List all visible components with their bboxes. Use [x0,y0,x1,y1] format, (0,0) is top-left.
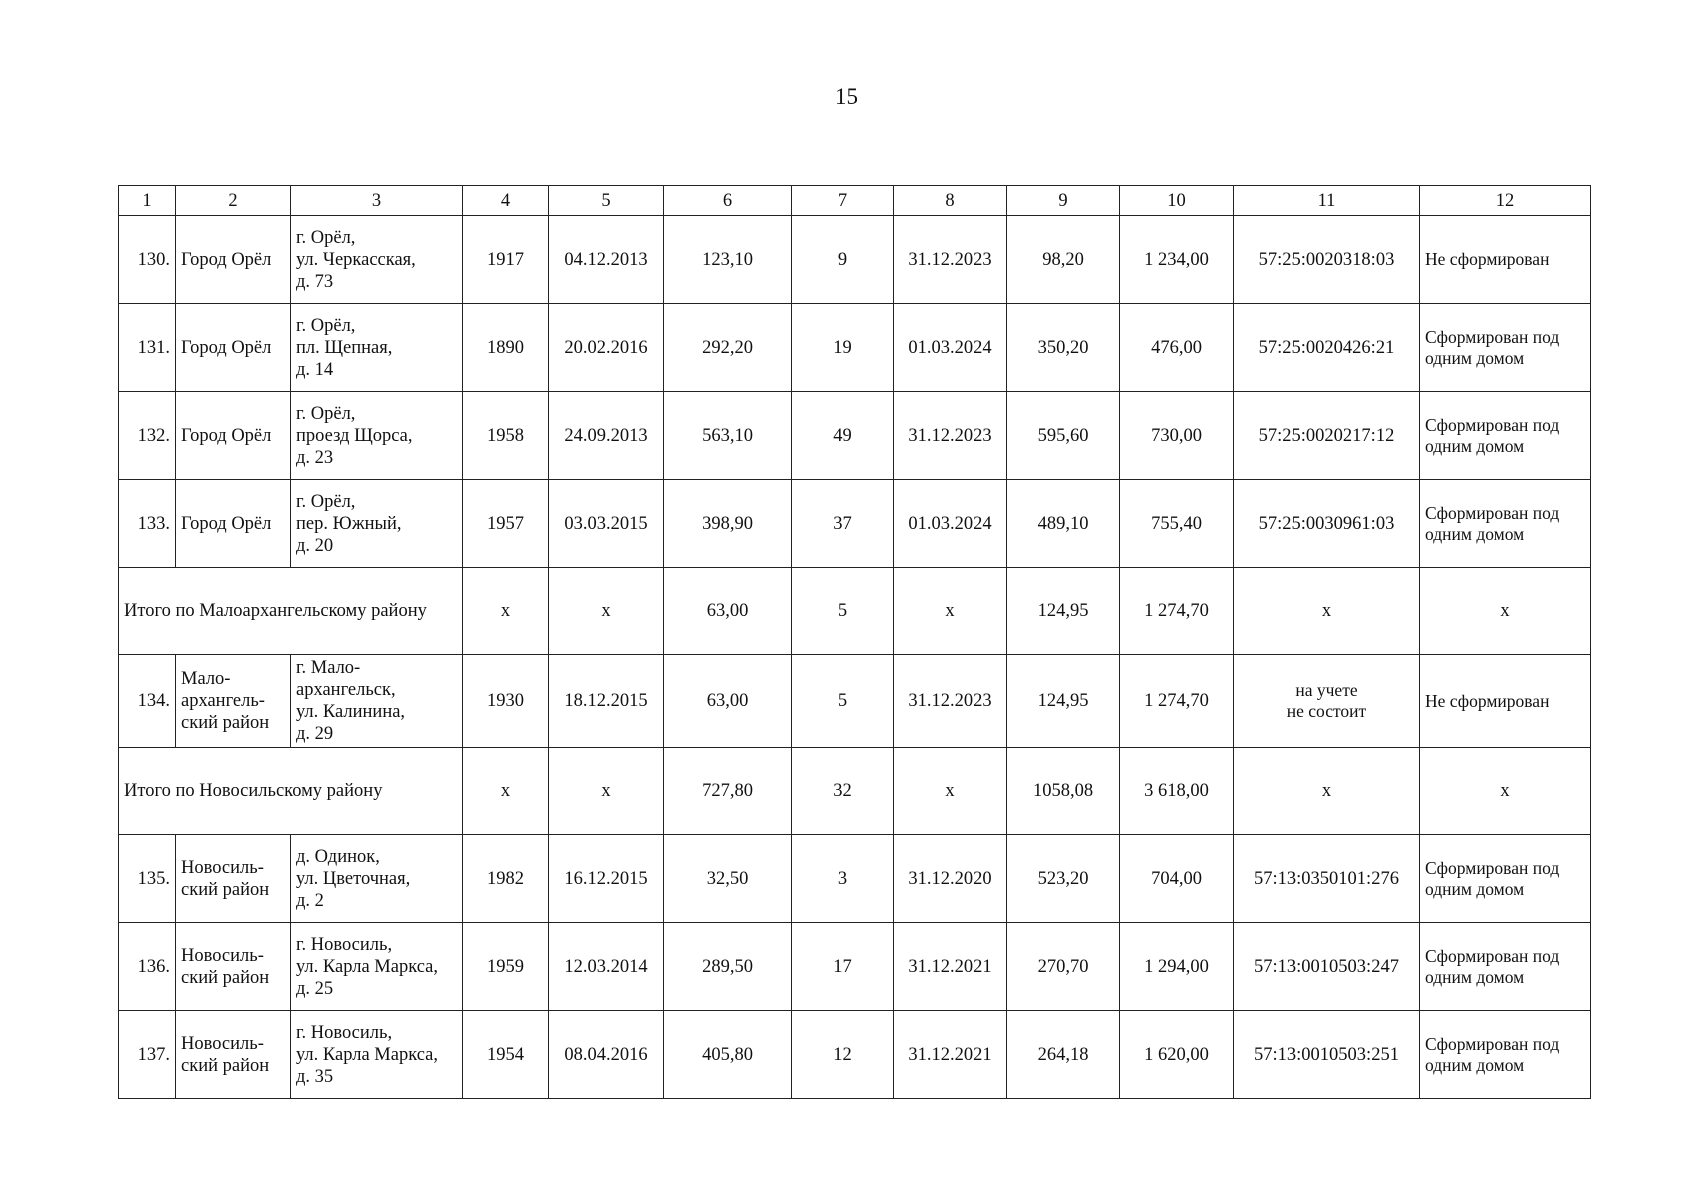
area2-cell: 489,10 [1007,480,1120,568]
status-cell-line: одним домом [1425,435,1525,456]
area-cell: 63,00 [664,655,792,748]
area2-cell: 350,20 [1007,304,1120,392]
municipality-cell-line: ский район [181,967,270,988]
status-cell-line: одним домом [1425,347,1525,368]
address-cell [291,835,463,923]
cadastral-cell: 57:25:0020426:21 [1234,304,1420,392]
page-number: 15 [835,84,858,109]
area2-cell: 270,70 [1007,923,1120,1011]
municipality-cell [176,1011,291,1099]
year-cell: 1982 [463,835,549,923]
status-cell [1420,835,1591,923]
table-body [119,216,1591,1099]
address-cell [291,392,463,480]
status-cell-line: одним домом [1425,878,1525,899]
status-cell-line: Сформирован под [1425,502,1560,523]
address-cell [291,480,463,568]
deadline-cell: 31.12.2020 [894,835,1007,923]
address-cell-line: г. Орёл, [296,491,356,512]
municipality-cell-line: Новосиль- [181,1033,264,1054]
cadastral-cell-line: не состоит [1286,701,1367,721]
deadline-cell: 31.12.2021 [894,923,1007,1011]
housing-registry-table [118,185,1591,1099]
table-row [119,392,1591,480]
status-cell [1420,480,1591,568]
municipality-cell-line: Город Орёл [181,337,272,358]
column-header: 3 [291,186,463,216]
address-cell-line: д. 2 [296,890,324,911]
status-cell-line: одним домом [1425,523,1525,544]
land-area-cell: 1 234,00 [1120,216,1234,304]
deadline-cell: 31.12.2021 [894,1011,1007,1099]
area-cell: 563,10 [664,392,792,480]
address-cell-line: д. 14 [296,359,334,380]
municipality-cell-line: ский район [181,713,270,733]
row-number: 130. [119,216,176,304]
status-cell: x [1420,748,1591,835]
date-cell: 16.12.2015 [549,835,664,923]
column-header: 5 [549,186,664,216]
municipality-cell [176,923,291,1011]
land-area-cell: 3 618,00 [1120,748,1234,835]
land-area-cell: 704,00 [1120,835,1234,923]
date-cell: 08.04.2016 [549,1011,664,1099]
status-cell-line: Не сформирован [1425,249,1550,269]
total-label: Итого по Новосильскому району [119,748,463,835]
cadastral-cell: 57:13:0010503:247 [1234,923,1420,1011]
address-cell [291,1011,463,1099]
address-cell-line: д. 29 [296,724,334,744]
table-row [119,216,1591,304]
address-cell-line: ул. Цветочная, [296,868,411,889]
column-number-header-row [119,186,1591,216]
row-number: 132. [119,392,176,480]
address-cell-line: пер. Южный, [296,513,402,534]
address-cell-line: г. Орёл, [296,227,356,248]
area2-cell: 124,95 [1007,568,1120,655]
municipality-cell [176,392,291,480]
date-cell: 18.12.2015 [549,655,664,748]
land-area-cell: 1 294,00 [1120,923,1234,1011]
cadastral-cell: 57:25:0020318:03 [1234,216,1420,304]
column-header: 6 [664,186,792,216]
cadastral-cell: 57:25:0020217:12 [1234,392,1420,480]
address-cell-line: д. 20 [296,535,334,556]
municipality-cell-line: Город Орёл [181,425,272,446]
count-cell: 12 [792,1011,894,1099]
district-total-row [119,748,1591,835]
address-cell-line: ул. Калинина, [296,702,406,722]
date-cell: x [549,748,664,835]
land-area-cell: 755,40 [1120,480,1234,568]
address-cell [291,655,463,748]
land-area-cell: 1 274,70 [1120,655,1234,748]
status-cell [1420,304,1591,392]
address-cell-line: ул. Карла Маркса, [296,956,439,977]
cadastral-cell [1234,655,1420,748]
municipality-cell-line: ский район [181,879,270,900]
cadastral-cell-line: на учете [1295,680,1358,700]
column-header: 2 [176,186,291,216]
municipality-cell-line: Мало- [181,669,231,689]
table-row [119,835,1591,923]
year-cell: 1954 [463,1011,549,1099]
municipality-cell [176,480,291,568]
cadastral-cell: 57:25:0030961:03 [1234,480,1420,568]
column-header: 4 [463,186,549,216]
address-cell-line: пл. Щепная, [296,337,393,358]
address-cell-line: ул. Карла Маркса, [296,1044,439,1065]
total-label: Итого по Малоархангельскому району [119,568,463,655]
deadline-cell: 31.12.2023 [894,655,1007,748]
area-cell: 405,80 [664,1011,792,1099]
year-cell: 1959 [463,923,549,1011]
count-cell: 3 [792,835,894,923]
date-cell: 12.03.2014 [549,923,664,1011]
area-cell: 32,50 [664,835,792,923]
status-cell-line: Сформирован под [1425,945,1560,966]
municipality-cell-line: архангель- [181,691,265,711]
municipality-cell-line: Новосиль- [181,945,264,966]
date-cell: 24.09.2013 [549,392,664,480]
deadline-cell: 01.03.2024 [894,480,1007,568]
address-cell [291,304,463,392]
area2-cell: 523,20 [1007,835,1120,923]
address-cell-line: д. 25 [296,978,334,999]
deadline-cell: 31.12.2023 [894,392,1007,480]
area-cell: 727,80 [664,748,792,835]
address-cell-line: д. 73 [296,271,334,292]
area2-cell: 124,95 [1007,655,1120,748]
column-header: 11 [1234,186,1420,216]
deadline-cell: 31.12.2023 [894,216,1007,304]
municipality-cell-line: Город Орёл [181,513,272,534]
row-number: 133. [119,480,176,568]
deadline-cell: x [894,568,1007,655]
count-cell: 5 [792,655,894,748]
column-header: 9 [1007,186,1120,216]
address-cell-line: г. Орёл, [296,403,356,424]
table-row [119,304,1591,392]
cadastral-cell: x [1234,568,1420,655]
date-cell: 03.03.2015 [549,480,664,568]
status-cell [1420,923,1591,1011]
table-row [119,1011,1591,1099]
municipality-cell [176,216,291,304]
area-cell: 123,10 [664,216,792,304]
municipality-cell-line: Город Орёл [181,249,272,270]
municipality-cell-line: ский район [181,1055,270,1076]
deadline-cell: x [894,748,1007,835]
address-cell-line: д. Одинок, [296,846,380,867]
address-cell-line: г. Орёл, [296,315,356,336]
status-cell [1420,216,1591,304]
municipality-cell [176,835,291,923]
year-cell: 1930 [463,655,549,748]
status-cell [1420,392,1591,480]
count-cell: 37 [792,480,894,568]
land-area-cell: 730,00 [1120,392,1234,480]
status-cell [1420,655,1591,748]
address-cell-line: г. Новосиль, [296,1022,393,1043]
year-cell: 1957 [463,480,549,568]
count-cell: 19 [792,304,894,392]
area2-cell: 98,20 [1007,216,1120,304]
area-cell: 398,90 [664,480,792,568]
row-number: 134. [119,655,176,748]
date-cell: 04.12.2013 [549,216,664,304]
status-cell-line: Сформирован под [1425,857,1560,878]
table-row [119,655,1591,748]
date-cell: 20.02.2016 [549,304,664,392]
land-area-cell: 1 620,00 [1120,1011,1234,1099]
address-cell-line: г. Мало- [296,658,361,678]
status-cell-line: Сформирован под [1425,414,1560,435]
municipality-cell [176,304,291,392]
table-row [119,480,1591,568]
date-cell: x [549,568,664,655]
year-cell: 1917 [463,216,549,304]
area2-cell: 1058,08 [1007,748,1120,835]
cadastral-cell: 57:13:0350101:276 [1234,835,1420,923]
year-cell: 1958 [463,392,549,480]
row-number: 137. [119,1011,176,1099]
status-cell-line: Сформирован под [1425,1033,1560,1054]
municipality-cell [176,655,291,748]
area-cell: 289,50 [664,923,792,1011]
column-header: 1 [119,186,176,216]
count-cell: 5 [792,568,894,655]
address-cell-line: проезд Щорса, [296,425,413,446]
status-cell-line: Не сформирован [1425,690,1550,711]
column-header: 10 [1120,186,1234,216]
deadline-cell: 01.03.2024 [894,304,1007,392]
count-cell: 32 [792,748,894,835]
count-cell: 17 [792,923,894,1011]
area2-cell: 595,60 [1007,392,1120,480]
address-cell-line: архангельск, [296,680,396,700]
row-number: 135. [119,835,176,923]
cadastral-cell: x [1234,748,1420,835]
district-total-row [119,568,1591,655]
land-area-cell: 476,00 [1120,304,1234,392]
address-cell [291,216,463,304]
address-cell-line: ул. Черкасская, [296,249,416,270]
year-cell: 1890 [463,304,549,392]
column-header: 8 [894,186,1007,216]
table-row [119,923,1591,1011]
area-cell: 63,00 [664,568,792,655]
address-cell-line: г. Новосиль, [296,934,393,955]
status-cell-line: одним домом [1425,1054,1525,1075]
area-cell: 292,20 [664,304,792,392]
cadastral-cell: 57:13:0010503:251 [1234,1011,1420,1099]
status-cell [1420,1011,1591,1099]
area2-cell: 264,18 [1007,1011,1120,1099]
municipality-cell-line: Новосиль- [181,857,264,878]
land-area-cell: 1 274,70 [1120,568,1234,655]
row-number: 131. [119,304,176,392]
year-cell: x [463,748,549,835]
column-header: 7 [792,186,894,216]
count-cell: 49 [792,392,894,480]
status-cell: x [1420,568,1591,655]
address-cell [291,923,463,1011]
row-number: 136. [119,923,176,1011]
address-cell-line: д. 23 [296,447,334,468]
column-header: 12 [1420,186,1591,216]
count-cell: 9 [792,216,894,304]
status-cell-line: Сформирован под [1425,326,1560,347]
status-cell-line: одним домом [1425,966,1525,987]
year-cell: x [463,568,549,655]
address-cell-line: д. 35 [296,1066,334,1087]
